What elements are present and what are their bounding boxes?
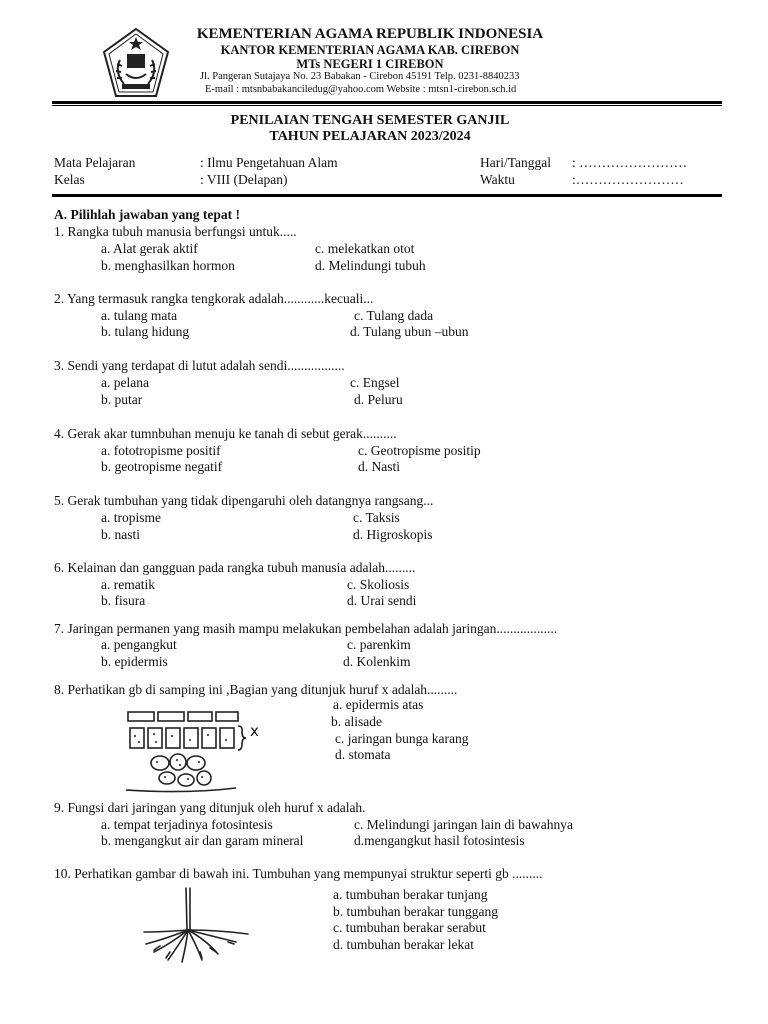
header-divider-thin <box>52 105 722 106</box>
question-3: 3. Sendi yang terdapat di lutut adalah sendi................. <box>54 358 345 373</box>
q7-option-b[interactable]: b. epidermis <box>101 654 168 669</box>
q10-option-c[interactable]: c. tumbuhan berakar serabut <box>333 920 486 935</box>
q4-option-d[interactable]: d. Nasti <box>358 459 400 474</box>
question-9: 9. Fungsi dari jaringan yang ditunjuk oleh huruf x adalah. <box>54 800 366 815</box>
question-7: 7. Jaringan permanen yang masih mampu melakukan pembelahan adalah jaringan.................. <box>54 621 558 636</box>
q3-option-a[interactable]: a. pelana <box>101 375 149 390</box>
day-label: Hari/Tanggal <box>480 155 552 170</box>
q2-option-c[interactable]: c. Tulang dada <box>354 308 434 323</box>
q10-option-b[interactable]: b. tumbuhan berakar tunggang <box>333 904 498 919</box>
q6-option-a[interactable]: a. rematik <box>101 577 155 592</box>
header-divider-thick <box>52 101 722 104</box>
office-name: KANTOR KEMENTERIAN AGAMA KAB. CIREBON <box>220 43 520 57</box>
school-contact: E-mail : mtsnbabakanciledug@yahoo.com Website : mtsn1-cirebon.sch.id <box>205 84 517 95</box>
q8-option-a[interactable]: a. epidermis atas <box>333 697 424 712</box>
q2-option-d[interactable]: d. Tulang ubun –ubun <box>350 324 469 339</box>
school-name: MTs NEGERI 1 CIREBON <box>296 57 444 71</box>
figure-label-x: x <box>250 722 259 740</box>
day-value: : …………………… <box>572 155 688 170</box>
ministry-logo <box>100 26 172 102</box>
q1-option-c[interactable]: c. melekatkan otot <box>315 241 415 256</box>
class-label: Kelas <box>54 172 85 187</box>
q6-option-d[interactable]: d. Urai sendi <box>347 593 417 608</box>
q3-option-d[interactable]: d. Peluru <box>354 392 403 407</box>
fibrous-root-figure <box>140 886 270 966</box>
q4-option-c[interactable]: c. Geotropisme positip <box>358 443 481 458</box>
q9-option-a[interactable]: a. tempat terjadinya fotosintesis <box>101 817 273 832</box>
q6-option-c[interactable]: c. Skoliosis <box>347 577 410 592</box>
subject-label: Mata Pelajaran <box>54 155 136 170</box>
q5-option-a[interactable]: a. tropisme <box>101 510 161 525</box>
question-4: 4. Gerak akar tumnbuhan menuju ke tanah di sebut gerak.......... <box>54 426 397 441</box>
q7-option-a[interactable]: a. pengangkut <box>101 637 177 652</box>
q1-option-a[interactable]: a. Alat gerak aktif <box>101 241 198 256</box>
q9-option-d[interactable]: d.mengangkut hasil fotosintesis <box>354 833 525 848</box>
leaf-tissue-figure <box>120 706 260 794</box>
q8-option-b[interactable]: b. alisade <box>331 714 382 729</box>
question-10: 10. Perhatikan gambar di bawah ini. Tumbuhan yang mempunyai struktur seperti gb ......... <box>54 866 543 881</box>
q3-option-c[interactable]: c. Engsel <box>350 375 400 390</box>
question-8: 8. Perhatikan gb di samping ini ,Bagian yang ditunjuk huruf x adalah......... <box>54 682 458 697</box>
subject-value: : Ilmu Pengetahuan Alam <box>200 155 338 170</box>
q2-option-a[interactable]: a. tulang mata <box>101 308 178 323</box>
section-a-heading: A. Pilihlah jawaban yang tepat ! <box>54 207 241 222</box>
q6-option-b[interactable]: b. fisura <box>101 593 146 608</box>
time-value: :…………………… <box>572 172 684 187</box>
school-address: Jl. Pangeran Sutajaya No. 23 Babakan - Cirebon 45191 Telp. 0231-8840233 <box>200 71 520 82</box>
q9-option-c[interactable]: c. Melindungi jaringan lain di bawahnya <box>354 817 573 832</box>
question-5: 5. Gerak tumbuhan yang tidak dipengaruhi oleh datangnya rangsang... <box>54 493 434 508</box>
time-label: Waktu <box>480 172 515 187</box>
question-6: 6. Kelainan dan gangguan pada rangka tubuh manusia adalah......... <box>54 560 416 575</box>
question-2: 2. Yang termasuk rangka tengkorak adalah............kecuali... <box>54 291 374 306</box>
q8-option-d[interactable]: d. stomata <box>335 747 391 762</box>
q4-option-b[interactable]: b. geotropisme negatif <box>101 459 223 474</box>
q1-option-d[interactable]: d. Melindungi tubuh <box>315 258 426 273</box>
q2-option-b[interactable]: b. tulang hidung <box>101 324 190 339</box>
class-value: : VIII (Delapan) <box>200 172 288 187</box>
q10-option-d[interactable]: d. tumbuhan berakar lekat <box>333 937 474 952</box>
q1-option-b[interactable]: b. menghasilkan hormon <box>101 258 235 273</box>
ministry-name: KEMENTERIAN AGAMA REPUBLIK INDONESIA <box>196 26 544 42</box>
q8-option-c[interactable]: c. jaringan bunga karang <box>335 731 469 746</box>
q10-option-a[interactable]: a. tumbuhan berakar tunjang <box>333 887 488 902</box>
q4-option-a[interactable]: a. fototropisme positif <box>101 443 221 458</box>
question-1: 1. Rangka tubuh manusia berfungsi untuk..... <box>54 224 297 239</box>
q5-option-d[interactable]: d. Higroskopis <box>353 527 433 542</box>
exam-year: TAHUN PELAJARAN 2023/2024 <box>269 129 471 144</box>
exam-title: PENILAIAN TENGAH SEMESTER GANJIL <box>230 113 510 128</box>
info-divider <box>52 194 722 197</box>
q9-option-b[interactable]: b. mengangkut air dan garam mineral <box>101 833 304 848</box>
q7-option-d[interactable]: d. Kolenkim <box>343 654 411 669</box>
q7-option-c[interactable]: c. parenkim <box>347 637 411 652</box>
q5-option-c[interactable]: c. Taksis <box>353 510 400 525</box>
q5-option-b[interactable]: b. nasti <box>101 527 140 542</box>
q3-option-b[interactable]: b. putar <box>101 392 143 407</box>
